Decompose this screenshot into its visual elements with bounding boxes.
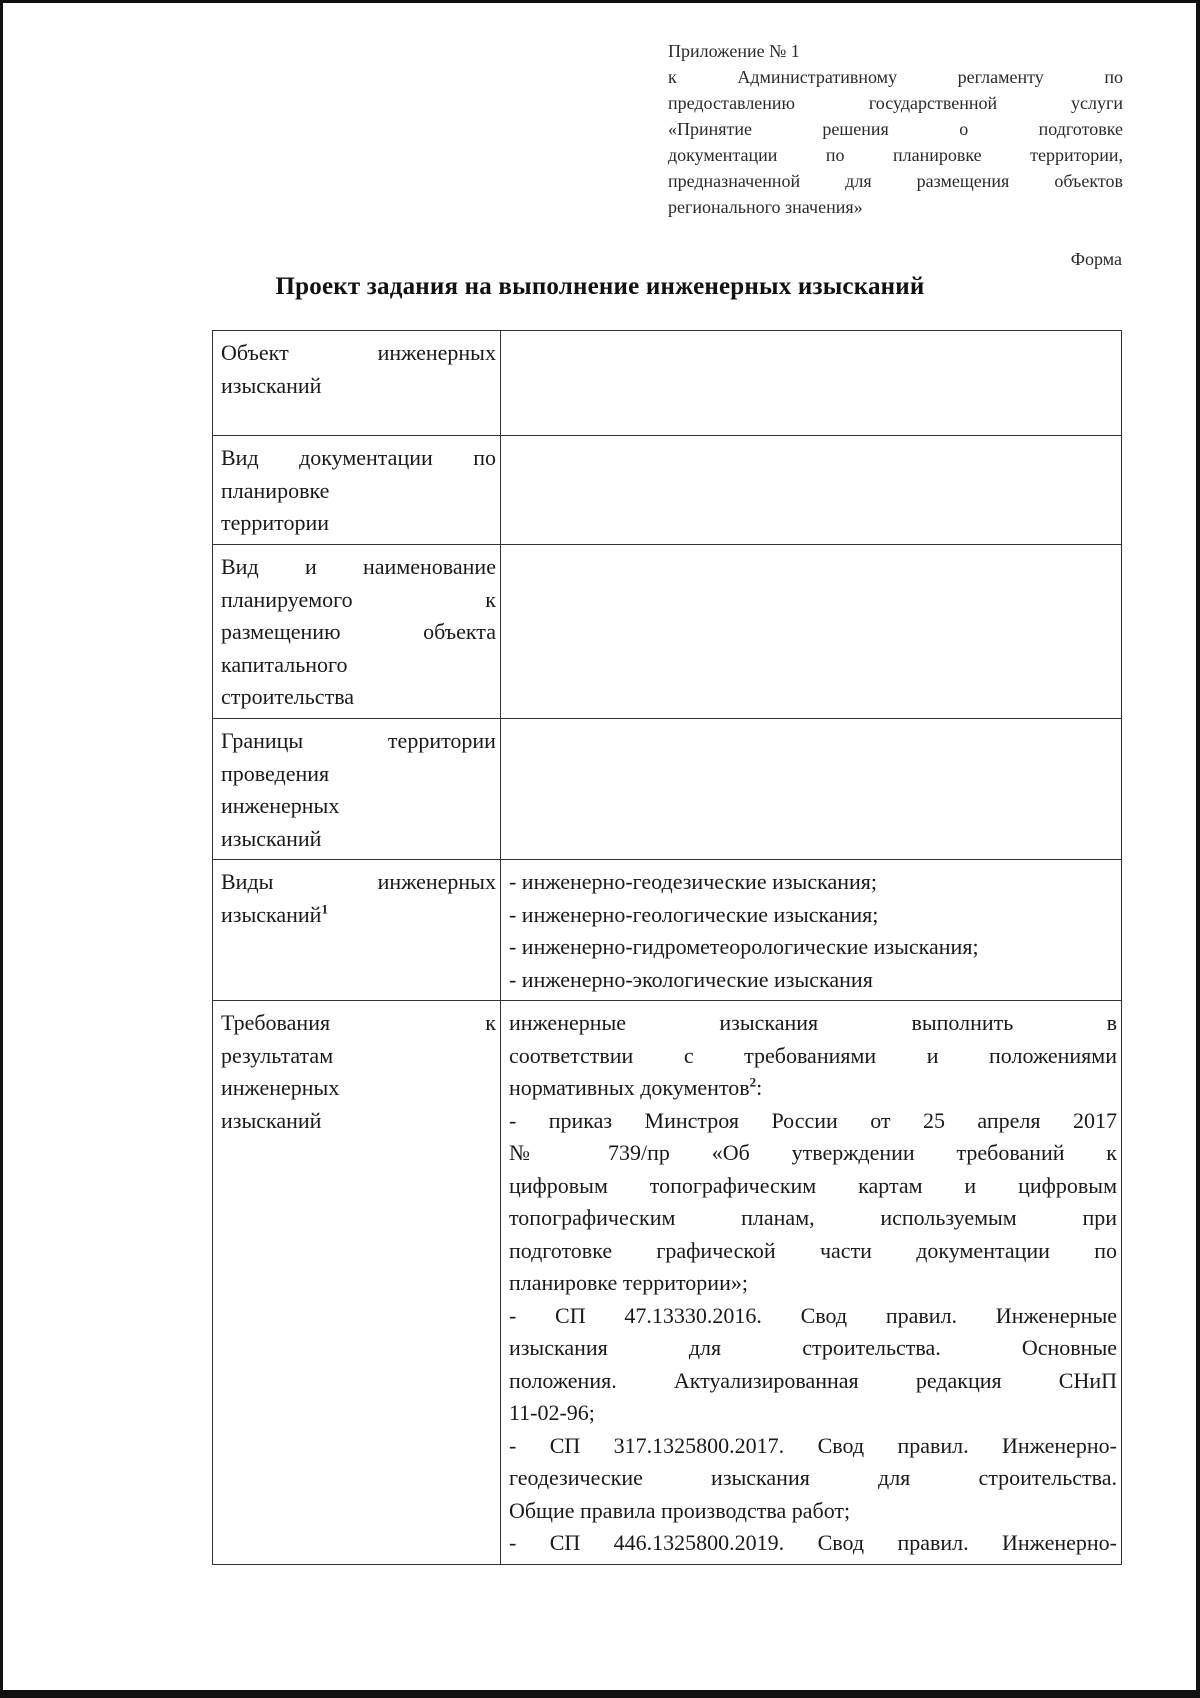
- row-value-cell[interactable]: [500, 545, 1121, 719]
- scan-edge-bottom: [0, 1690, 1200, 1698]
- appendix-line: предназначенной для размещения объектов: [668, 171, 1123, 191]
- table-row: [213, 436, 1122, 545]
- appendix-line: регионального значения»: [668, 197, 863, 217]
- requirement-line: изыскания для строительства. Основные: [508, 1335, 1117, 1360]
- requirement-line: соответствии с требованиями и положениями: [508, 1042, 1117, 1068]
- assignment-table: [212, 330, 1122, 1565]
- requirement-line: № 739/пр «Об утверждении требований к: [508, 1140, 1117, 1165]
- requirement-line: - приказ Минстроя России от 25 апреля 2017: [508, 1107, 1117, 1133]
- survey-type-item: - инженерно-экологические изыскания: [508, 966, 873, 992]
- requirement-line: - СП 446.1325800.2019. Свод правил. Инженерно-: [508, 1530, 1117, 1555]
- row-label-line: Вид и наименование: [221, 554, 496, 579]
- appendix-line: документации по планировке территории,: [668, 145, 1123, 165]
- requirement-line: планировке территории»;: [508, 1270, 748, 1295]
- row-label-line: проведения: [221, 760, 330, 786]
- row-label-cell: [213, 860, 501, 1001]
- row-label-line: Объект инженерных: [221, 340, 496, 365]
- row-value-cell: [500, 1001, 1121, 1565]
- footnote-mark: 2: [749, 1074, 757, 1090]
- row-label-line: результатам: [221, 1042, 334, 1068]
- row-value-cell[interactable]: [500, 436, 1121, 545]
- survey-type-item: - инженерно-гидрометеорологические изыскания;: [508, 934, 979, 959]
- row-label-line: планируемого к: [221, 586, 496, 612]
- row-label-line: территории: [221, 510, 330, 535]
- table-row: [213, 545, 1122, 719]
- footnote-mark: 1: [321, 901, 328, 917]
- row-label-cell: [213, 545, 501, 719]
- scan-edge-left: [0, 0, 3, 1698]
- row-label-line: изысканий: [221, 1107, 322, 1133]
- row-label-line: изысканий: [221, 825, 322, 851]
- row-value-cell[interactable]: [500, 719, 1121, 860]
- row-label-cell: [213, 1001, 501, 1565]
- row-value-cell[interactable]: [500, 331, 1121, 436]
- survey-type-item: - инженерно-геодезические изыскания;: [508, 869, 877, 894]
- row-label-line: Вид документации по: [221, 445, 496, 470]
- row-label-cell: [213, 719, 501, 860]
- table-row: [213, 1001, 1122, 1565]
- row-value-cell: [500, 860, 1121, 1001]
- row-label-line: Виды инженерных: [221, 869, 496, 894]
- requirement-line: цифровым топографическим картам и цифровым: [508, 1172, 1117, 1198]
- requirement-line: Общие правила производства работ;: [508, 1497, 851, 1523]
- requirement-line: - СП 317.1325800.2017. Свод правил. Инженерно-: [508, 1432, 1117, 1458]
- table-row: [213, 719, 1122, 860]
- row-label-cell: [213, 436, 501, 545]
- appendix-note: [668, 38, 1123, 220]
- requirement-line: положения. Актуализированная редакция СНиП: [508, 1367, 1117, 1393]
- table-row: [213, 331, 1122, 436]
- requirement-line: геодезические изыскания для строительства.: [508, 1465, 1117, 1490]
- requirement-line: 11-02-96;: [508, 1400, 595, 1425]
- row-label-line: планировке: [221, 477, 330, 503]
- row-label-line: инженерных: [221, 1075, 340, 1100]
- scan-edge-top: [0, 0, 1200, 3]
- document-title: Проект задания на выполнение инженерных изысканий: [275, 273, 925, 300]
- requirement-line: топографическим планам, используемым при: [508, 1205, 1117, 1230]
- requirement-line: [509, 1072, 1117, 1105]
- appendix-line: Приложение № 1: [668, 41, 800, 61]
- appendix-line: «Принятие решения о подготовке: [668, 119, 1123, 139]
- row-label-cell: [213, 331, 501, 436]
- row-label-line: [221, 899, 496, 932]
- requirement-suffix: :: [756, 1075, 763, 1100]
- survey-type-item: - инженерно-геологические изыскания;: [508, 901, 879, 927]
- row-label-line: строительства: [221, 684, 355, 709]
- row-label-text: изысканий: [221, 901, 322, 927]
- form-label: Форма: [1070, 249, 1122, 269]
- row-label-line: размещению объекта: [221, 619, 496, 644]
- row-label-line: капитального: [221, 651, 348, 677]
- row-label-line: Границы территории: [221, 728, 496, 753]
- row-label-line: инженерных: [221, 793, 340, 818]
- appendix-line: предоставлению государственной услуги: [668, 93, 1123, 113]
- table-row: [213, 860, 1122, 1001]
- scan-edge-right: [1196, 0, 1200, 1698]
- requirement-line: - СП 47.13330.2016. Свод правил. Инженерные: [508, 1302, 1117, 1328]
- appendix-line: к Административному регламенту по: [668, 67, 1123, 87]
- requirement-text: нормативных документов: [508, 1075, 750, 1100]
- row-label-line: изысканий: [221, 372, 322, 398]
- row-label-line: Требования к: [221, 1010, 496, 1035]
- requirement-line: инженерные изыскания выполнить в: [508, 1010, 1117, 1035]
- requirement-line: подготовке графической части документации по: [508, 1237, 1117, 1263]
